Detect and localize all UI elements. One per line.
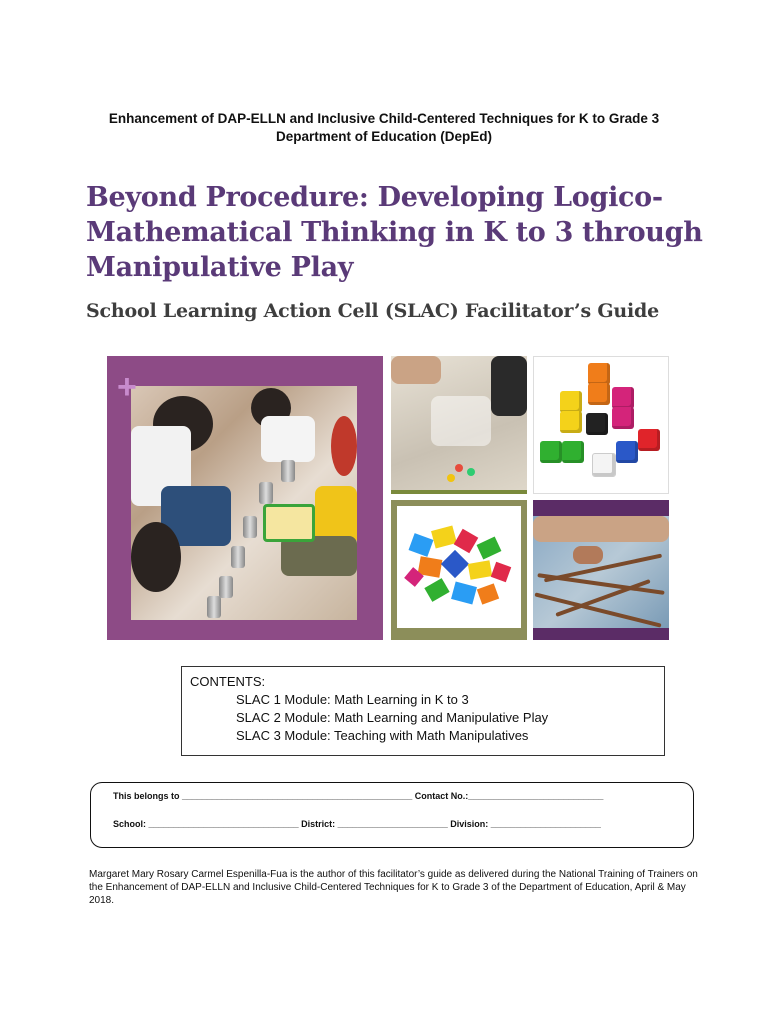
photo-sticks <box>533 500 669 640</box>
document-header <box>0 110 768 146</box>
title-line-3: Manipulative Play <box>86 252 354 283</box>
contents-heading: CONTENTS: <box>190 674 266 689</box>
photo-connecting-cubes <box>533 356 669 494</box>
title-line-2: Mathematical Thinking in K to 3 through <box>86 217 703 248</box>
form-row-owner-contact[interactable]: This belongs to ______________________________________________ Contact No.:___________________________ <box>113 791 604 801</box>
photo-children-playing <box>107 356 383 640</box>
header-line-2: Department of Education (DepEd) <box>275 129 492 144</box>
title-line-1: Beyond Procedure: Developing Logico- <box>86 182 663 213</box>
photo-bottles <box>391 356 527 494</box>
form-row-school-district-division[interactable]: School: ______________________________ District: ______________________ Division: ______________________ <box>113 819 601 829</box>
contents-box <box>181 666 665 756</box>
ownership-form <box>90 782 694 848</box>
author-note: Margaret Mary Rosary Carmel Espenilla-Fua is the author of this facilitator’s guide as delivered during the National Training of Trainers on the Enhancement of DAP-ELLN and Inclusive Child-Centered Techniques for K to Grade 3 of the Department of Education, April & May 2018. <box>89 869 698 906</box>
header-line-1: Enhancement of DAP-ELLN and Inclusive Child-Centered Techniques for K to Grade 3 <box>108 111 660 126</box>
photo-pattern-blocks <box>391 500 527 640</box>
document-title <box>86 180 726 285</box>
contents-item: SLAC 3 Module: Teaching with Math Manipulatives <box>236 728 529 743</box>
plus-decoration-icon: + <box>117 368 137 406</box>
contents-item: SLAC 1 Module: Math Learning in K to 3 <box>236 692 469 707</box>
contents-item: SLAC 2 Module: Math Learning and Manipulative Play <box>236 710 549 725</box>
document-subtitle: School Learning Action Cell (SLAC) Facilitator’s Guide <box>86 300 659 322</box>
photo-collage <box>107 356 669 640</box>
